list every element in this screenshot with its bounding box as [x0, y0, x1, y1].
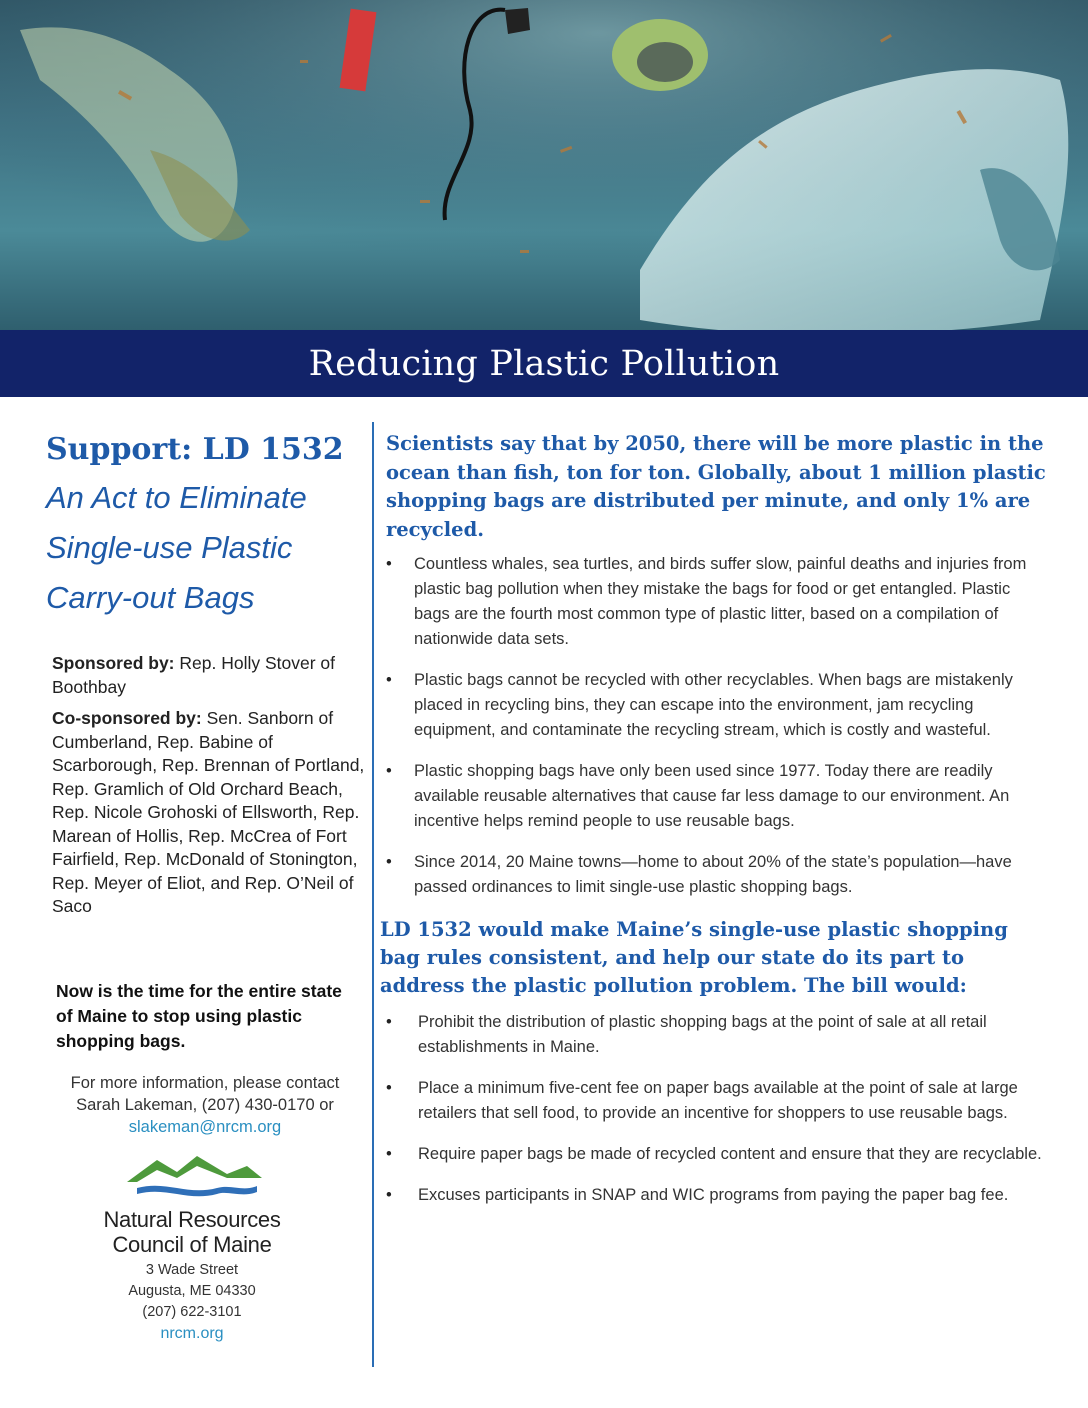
org-name-line: Council of Maine [112, 1232, 272, 1257]
bullet-icon: • [386, 853, 392, 871]
phone: (207) 622-3101 [142, 1304, 242, 1320]
cosponsored-text: Sen. Sanborn of Cumberland, Rep. Babine of Scarborough, Rep. Brennan of Portland, Rep. Gramlich of Old Orchard Beach, Rep. Nicole Grohoski of Ellsworth, Rep. Marean of Hollis, Rep. McCrea of Fort Fairfield, Rep. McDonald of Stonington, Rep. Meyer of Eliot, and Rep. O’Neil of Saco [52, 708, 365, 916]
act-title-line: Single-use Plastic [46, 530, 293, 565]
mountain-river-logo-icon [117, 1152, 267, 1202]
list-item [386, 759, 1046, 834]
bullet-icon: • [386, 1079, 392, 1097]
cosponsored-by [52, 707, 368, 919]
sponsors-block [52, 652, 368, 927]
contact-line: Sarah Lakeman, (207) 430-0170 or [76, 1096, 334, 1114]
act-title-line: An Act to Eliminate [46, 480, 307, 515]
list-item-text: Plastic bags cannot be recycled with other recyclables. When bags are mistakenly placed in recycling bins, they can escape into the environment, jam recycling equipment, and contaminate the recycling stream, which is costly and wasteful. [414, 671, 1013, 739]
call-to-action: Now is the time for the entire state of Maine to stop using plastic shopping bags. [56, 981, 342, 1051]
contact-email-link[interactable]: slakeman@nrcm.org [128, 1118, 282, 1136]
list-item-text: Place a minimum five-cent fee on paper bags available at the point of sale at large retailers that sell food, to provide an incentive for shoppers to use reusable bags. [418, 1079, 1018, 1122]
bullet-icon: • [386, 1186, 392, 1204]
column-divider [372, 422, 374, 1367]
contact-info [40, 1072, 370, 1138]
cosponsored-label: Co-sponsored by: [52, 708, 202, 728]
list-item-text: Require paper bags be made of recycled content and ensure that they are recyclable. [418, 1145, 1042, 1163]
bullet-icon: • [386, 762, 392, 780]
org-name-line: Natural Resources [103, 1207, 281, 1232]
website-link[interactable]: nrcm.org [160, 1325, 224, 1342]
list-item-text: Since 2014, 20 Maine towns—home to about 20% of the state’s population—have passed ordinances to limit single-use plastic shopping bags. [414, 853, 1012, 896]
sponsored-label: Sponsored by: [52, 653, 175, 673]
list-item-text: Countless whales, sea turtles, and birds suffer slow, painful deaths and injuries from plastic bag pollution when they mistake the bags for food or get entangled. Plastic bags are the fourth most common type of plastic litter, based on a compilation of nationwide data sets. [414, 555, 1027, 648]
ocean-plastic-illustration [0, 0, 1088, 330]
list-item [386, 668, 1046, 743]
list-item-text: Plastic shopping bags have only been used since 1977. Today there are readily available reusable alternatives that cause far less damage to our environment. An incentive helps remind people to use reusable bags. [414, 762, 1010, 830]
city: Augusta, ME 04330 [128, 1283, 256, 1299]
contact-line: For more information, please contact [70, 1074, 340, 1092]
list-item [386, 552, 1046, 652]
bullet-icon: • [386, 555, 392, 573]
list-item [386, 1010, 1046, 1060]
page-title: Reducing Plastic Pollution [308, 343, 780, 384]
act-title [46, 473, 366, 623]
right-column [380, 430, 1046, 1224]
list-item [386, 850, 1046, 900]
provisions-list [386, 1010, 1046, 1208]
hero-photo-ocean-plastic [0, 0, 1088, 330]
support-heading: Support: LD 1532 [46, 432, 344, 467]
sponsored-by [52, 652, 368, 699]
nrcm-logo [96, 1152, 288, 1257]
sponsored-text: Rep. Holly Stover of Boothbay [52, 653, 335, 697]
bullet-icon: • [386, 671, 392, 689]
street: 3 Wade Street [145, 1262, 239, 1278]
facts-list [386, 552, 1046, 900]
act-title-line: Carry-out Bags [46, 580, 255, 615]
list-item-text: Excuses participants in SNAP and WIC programs from paying the paper bag fee. [418, 1186, 1009, 1204]
list-item [386, 1076, 1046, 1126]
list-item [386, 1183, 1046, 1208]
left-column [46, 432, 366, 623]
bullet-icon: • [386, 1013, 392, 1031]
list-item-text: Prohibit the distribution of plastic shopping bags at the point of sale at all retail establishments in Maine. [418, 1013, 987, 1056]
lead-statement: Scientists say that by 2050, there will be more plastic in the ocean than fish, ton for ton. Globally, about 1 million plastic shopping bags are distributed per minute, and only 1% are recycled. [386, 432, 1046, 541]
bill-summary-heading: LD 1532 would make Maine’s single-use plastic shopping bag rules consistent, and help our state do its part to address the plastic pollution problem. The bill would: [380, 918, 1008, 997]
list-item [386, 1142, 1046, 1167]
title-banner [0, 330, 1088, 397]
org-address [96, 1260, 288, 1344]
bullet-icon: • [386, 1145, 392, 1163]
